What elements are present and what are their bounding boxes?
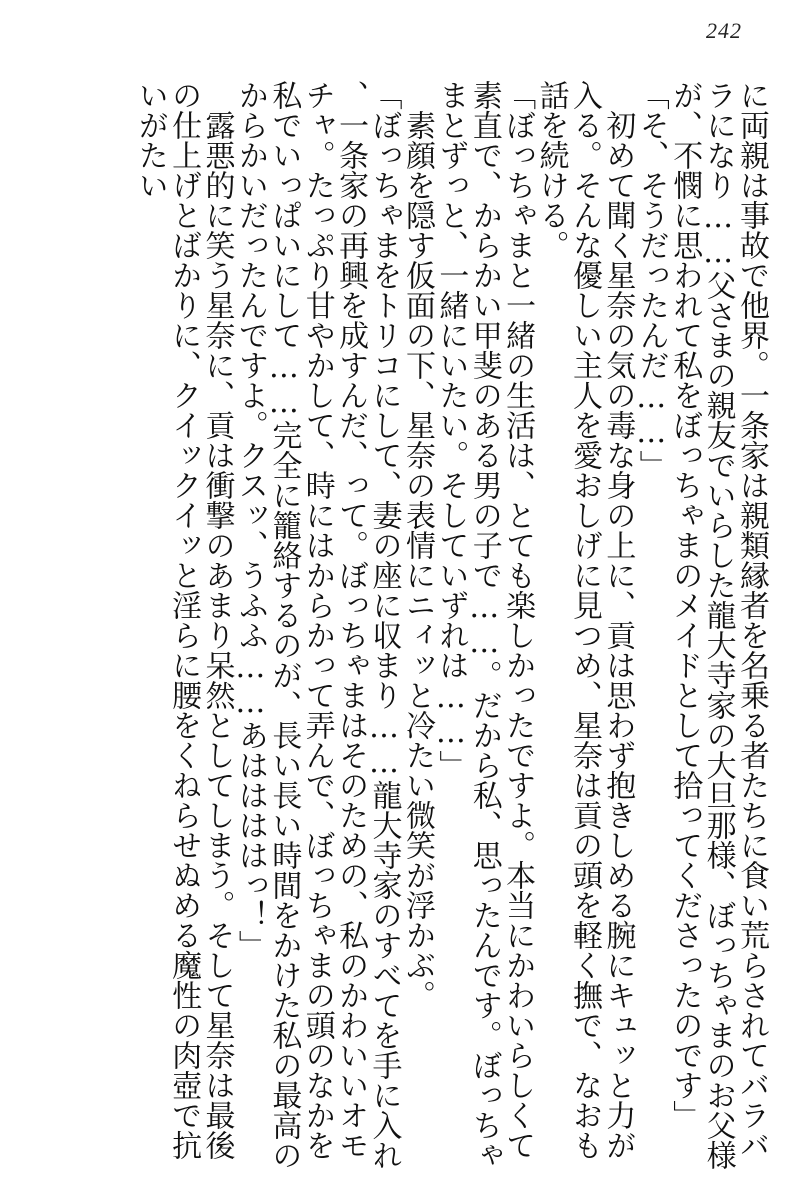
paragraph: 「ぼっちゃまをトリコにして、妻の座に収まり……龍大寺家のすべてを手に入れ、一条家の再興を成すんだ、って。ぼっちゃまはそのための、私のかわいいオモチャ。たっぷり甘やかして、時にはからかって弄んで、ぼっちゃまの頭のなかを私でいっぱいにして……完全に籠絡するのが、長い長い時間をかけた私の最高のからかいだったんですよ。クスッ、うふふ……あははははっ！」 [232, 80, 402, 1170]
page-number: 242 [706, 18, 742, 43]
body-text [133, 80, 768, 1170]
paragraph: 露悪的に笑う星奈に、貢は衝撃のあまり呆然としてしまう。そして星奈は最後の仕上げとばかりに、クイックイッと淫らに腰をくねらせぬめる魔性の肉壺で抗いがたい [132, 80, 235, 1160]
paragraph: 初めて聞く星奈の気の毒な身の上に、貢は思わず抱きしめる腕にキュッと力が入る。そんな優しい主人を愛おしげに見つめ、星奈は貢の頭を軽く撫で、なおも話を続ける。 [533, 80, 636, 1160]
paragraph: 「ぼっちゃまと一緒の生活は、とても楽しかったですよ。本当にかわいらしくて素直で、からかい甲斐のある男の子で……。だから私、思ったんです。ぼっちゃまとずっと、一緒にいたい。そしていずれは……」 [433, 80, 536, 1170]
paragraph: 「そ、そうだったんだ……」 [633, 80, 669, 480]
paragraph: 素顔を隠す仮面の下、星奈の表情にニィッと冷たい微笑が浮かぶ。 [399, 80, 435, 1010]
paragraph: に両親は事故で他界。一条家は親類縁者を名乗る者たちに食い荒らされてバラバラになり……父さまの親友でいらした龍大寺家の大旦那様、ぼっちゃまのお父様が、不憫に思われて私をぼっちゃまのメイドとして拾ってくださったのです」 [667, 80, 769, 1170]
